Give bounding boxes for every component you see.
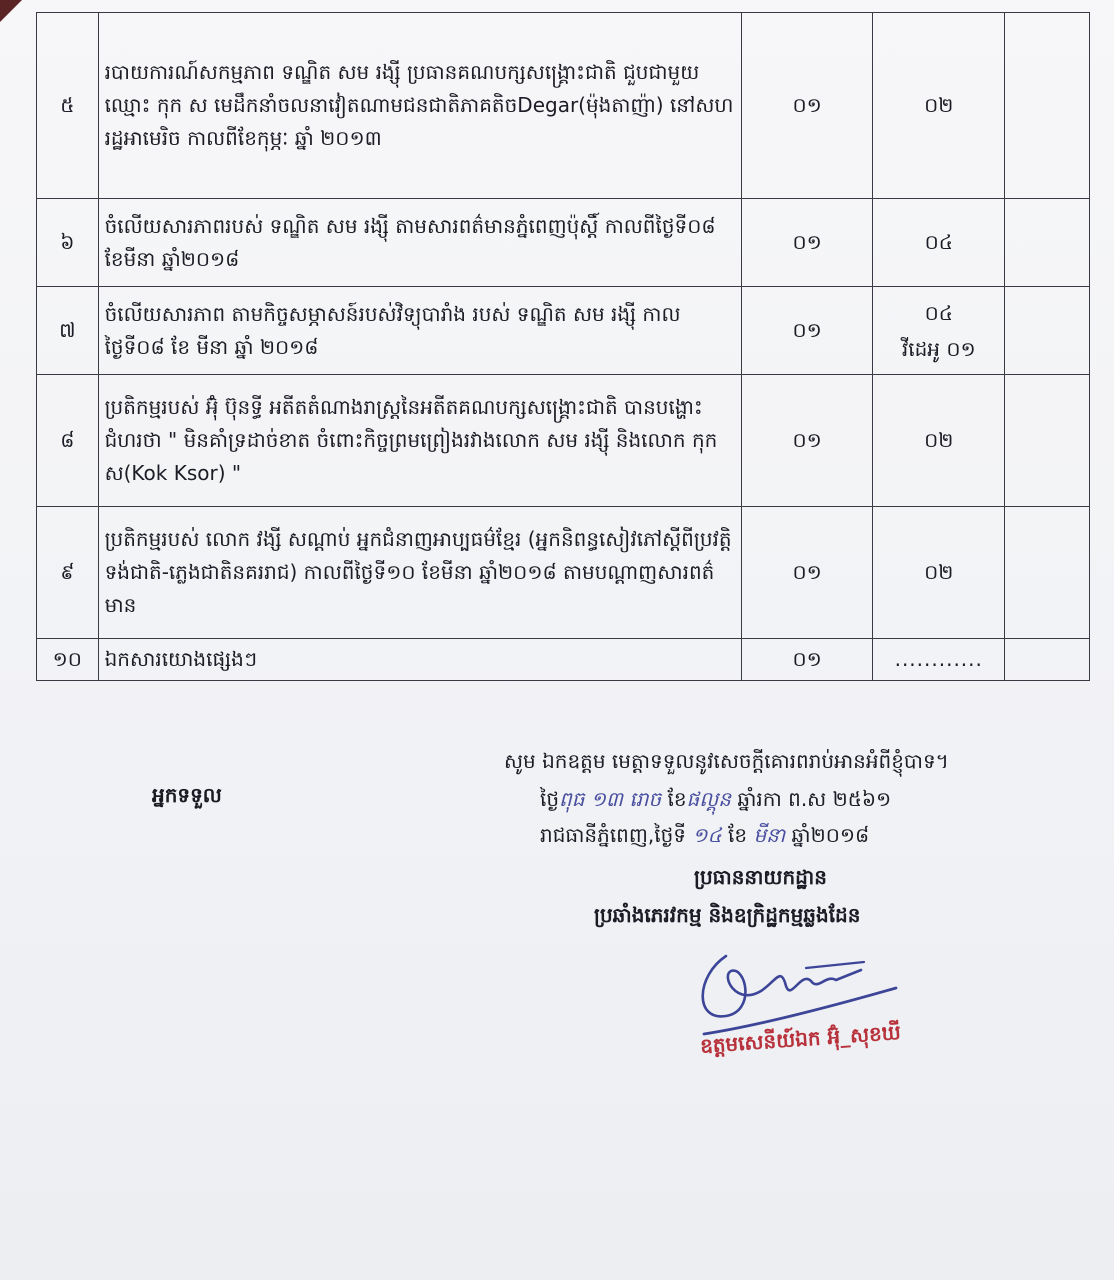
- row-number: ៩: [37, 507, 99, 639]
- row-description: ចំលើយសារភាព តាមកិច្ចសម្ភាសន៍របស់វិទ្យុបារាំង របស់ ទណ្ឌិត សម រង្ស៊ី កាលថ្ងៃទី០៨ ខែ មីនា ឆ្នាំ ២០១៨: [98, 287, 741, 375]
- row-description: របាយការណ៍សកម្មភាព ទណ្ឌិត សម រង្ស៊ី ប្រធានគណបក្សសង្គ្រោះជាតិ ជួបជាមួយ ឈ្មោះ កុក ស មេដឹកនាំចលនាវៀតណាមជនជាតិភាគតិចDegar(ម៉ុងតាញ៉ា) នៅសហរដ្ឋអាមេរិច កាលពីខែកុម្ភៈ ឆ្នាំ ២០១៣: [98, 13, 741, 199]
- lunar-month-label: ខែ: [661, 787, 687, 811]
- row-pages: [873, 287, 1005, 375]
- row-number: ៧: [37, 287, 99, 375]
- table-row: [37, 199, 1090, 287]
- row-note: [1005, 199, 1090, 287]
- row-pages: ............: [873, 639, 1005, 681]
- table-row: [37, 13, 1090, 199]
- lunar-date-prefix: ថ្ងៃ: [540, 787, 560, 811]
- row-pages: ០២: [873, 375, 1005, 507]
- lunar-year-text: ឆ្នាំរកា ព.ស ២៥៦១: [730, 787, 892, 811]
- lunar-date-line: [540, 786, 891, 816]
- signer-name: ឧត្តមសេនីយ៍ឯក អ៊ុំ_សុខឃី: [699, 1020, 902, 1058]
- row-note: [1005, 507, 1090, 639]
- solar-year-text: ឆ្នាំ២០១៨: [785, 823, 870, 847]
- row-pages: ០២: [873, 13, 1005, 199]
- table-row: [37, 639, 1090, 681]
- closing-salutation: សូម ឯកឧត្តម មេត្តាទទួលនូវសេចក្តីគោរពរាប់អានអំពីខ្ញុំបាទ។: [504, 749, 949, 773]
- solar-month-handwritten: មីនា: [753, 823, 786, 847]
- table-row: [37, 375, 1090, 507]
- table-row: [37, 507, 1090, 639]
- row-quantity: ០១: [741, 287, 873, 375]
- row-note: [1005, 639, 1090, 681]
- row-quantity: ០១: [741, 639, 873, 681]
- table-row: [37, 287, 1090, 375]
- row-quantity: ០១: [741, 199, 873, 287]
- row-quantity: ០១: [741, 375, 873, 507]
- row-description: ឯកសារយោងផ្សេងៗ: [98, 639, 741, 681]
- row-number: ៦: [37, 199, 99, 287]
- row-note: [1005, 13, 1090, 199]
- row-pages: ០២: [873, 507, 1005, 639]
- row-note: [1005, 375, 1090, 507]
- row-description: ប្រតិកម្មរបស់ អ៊ុំ ប៊ុនទ្ធី អតីតតំណាងរាស្ត្រនៃអតីតគណបក្សសង្គ្រោះជាតិ បានបង្ហោះជំហរថា " មិនគាំទ្រដាច់ខាត ចំពោះកិច្ចព្រមព្រៀងរវាងលោក សម រង្ស៊ី និងលោក កុក ស(Kok Ksor) ": [98, 375, 741, 507]
- lunar-day-handwritten: ពុធ ១៣ រោច: [559, 787, 662, 811]
- row-description: ចំលើយសារភាពរបស់ ទណ្ឌិត សម រង្ស៊ី តាមសារពត៌មានភ្នំពេញប៉ុស្តិ៍ កាលពីថ្ងៃទី០៨ ខែមីនា ឆ្នាំ២០១៨: [98, 199, 741, 287]
- row-quantity: ០១: [741, 13, 873, 199]
- document-table: [36, 12, 1090, 681]
- row-pages-count: ០៤: [924, 300, 953, 325]
- signer-title-1: ប្រធាននាយកដ្ឋាន: [694, 865, 827, 889]
- place-date-prefix: រាជធានីភ្នំពេញ,ថ្ងៃទី: [540, 823, 693, 847]
- lunar-month-handwritten: ផល្គុន: [686, 787, 731, 811]
- solar-date-line: [540, 822, 869, 852]
- row-number: ១០: [37, 639, 99, 681]
- page-corner: [0, 0, 22, 22]
- receiver-label: អ្នកទទួល: [152, 783, 222, 807]
- row-number: ៥: [37, 13, 99, 199]
- solar-day-handwritten: ១៤: [692, 823, 722, 847]
- row-description: ប្រតិកម្មរបស់ លោក វង្សី សណ្ដាប់ អ្នកជំនាញអាប្បធម៌ខ្មែរ (អ្នកនិពន្ធសៀវភៅស្តីពីប្រវត្តិទង់ជាតិ-ភ្លេងជាតិនគររាជ) កាលពីថ្ងៃទី១០ ខែមីនា ឆ្នាំ២០១៨ តាមបណ្តាញសារពត៌មាន: [98, 507, 741, 639]
- row-number: ៨: [37, 375, 99, 507]
- row-note: [1005, 287, 1090, 375]
- row-quantity: ០១: [741, 507, 873, 639]
- solar-month-label: ខែ: [721, 823, 754, 847]
- signer-title-2: ប្រឆាំងភេរវកម្ម និងឧក្រិដ្ឋកម្មឆ្លងដែន: [594, 903, 861, 927]
- row-pages: ០៤: [873, 199, 1005, 287]
- row-pages-video: វីដេអូ ០១: [901, 336, 976, 361]
